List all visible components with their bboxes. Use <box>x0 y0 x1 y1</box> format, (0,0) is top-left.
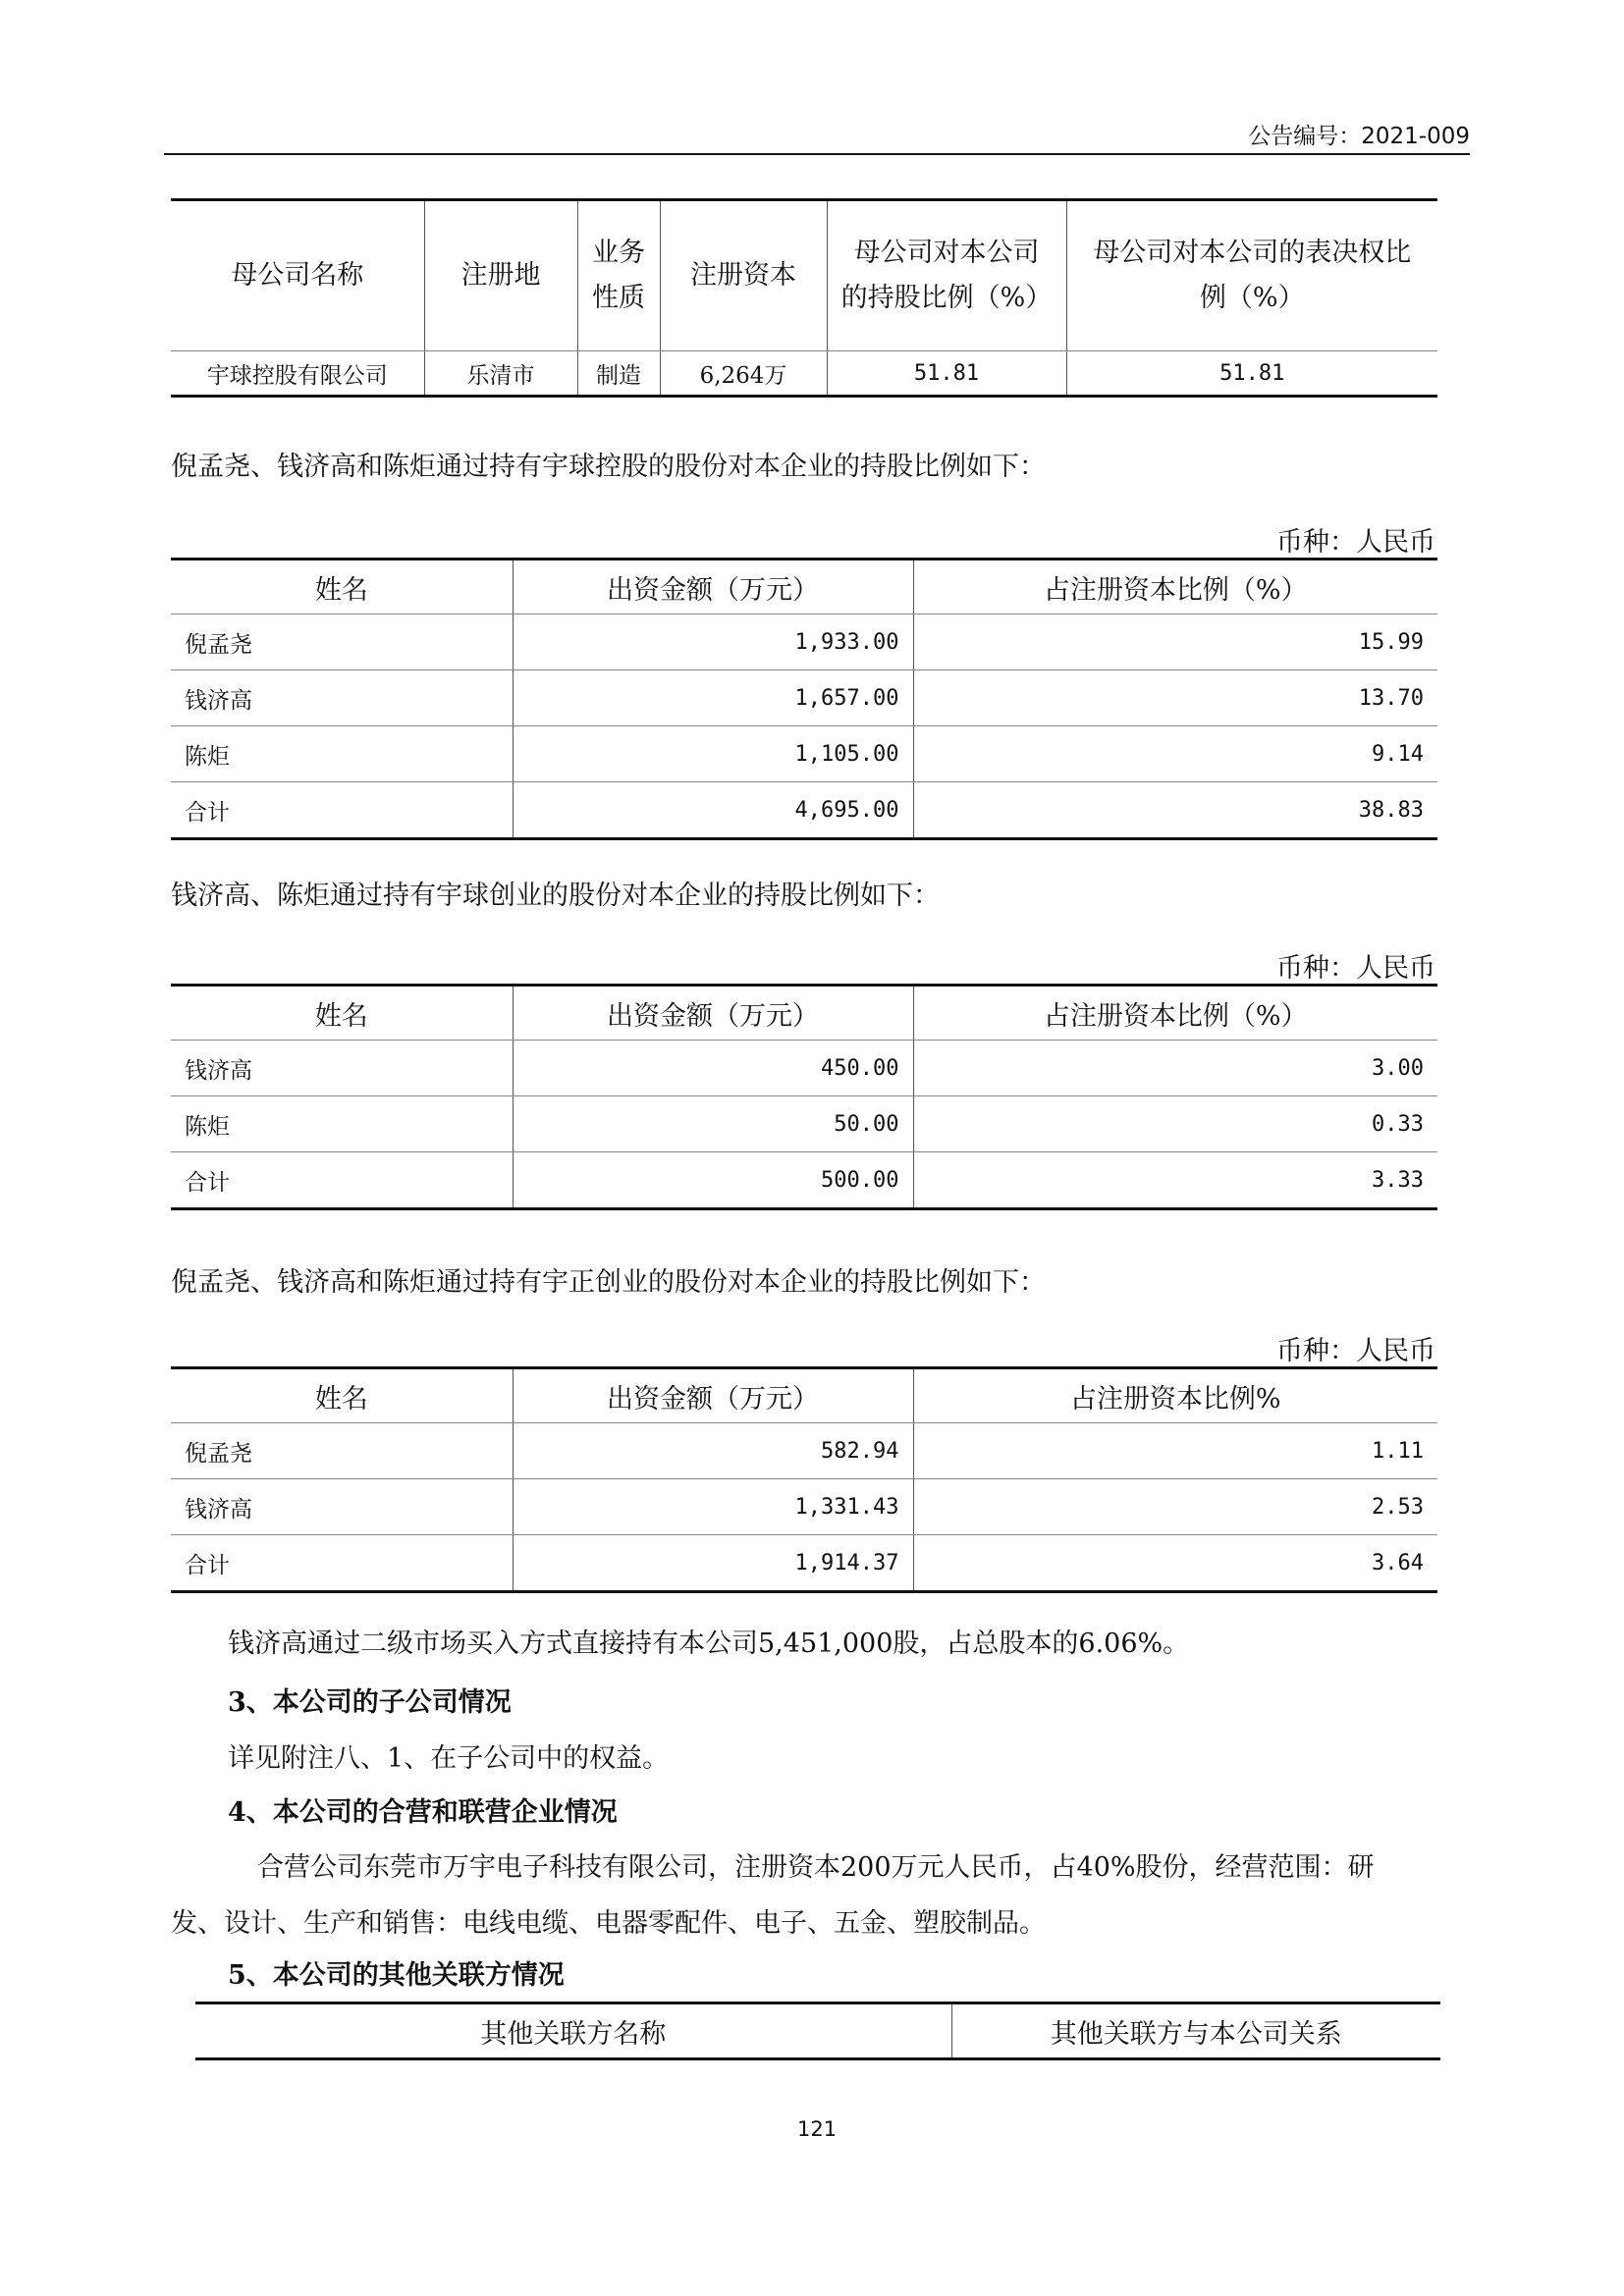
table-row <box>171 726 1437 782</box>
holding-table-yuzheng-venture <box>171 1366 1437 1593</box>
page-number: 121 <box>797 2117 838 2141</box>
header-cell: 占注册资本比例（%） <box>913 560 1437 614</box>
header-cell: 占注册资本比例% <box>913 1368 1437 1423</box>
table-cell: 582.94 <box>513 1423 913 1479</box>
table-row <box>171 1479 1437 1535</box>
table-cell: 钱济高 <box>171 1041 513 1096</box>
table-cell: 13.70 <box>913 670 1437 726</box>
header-cell: 注册资本 <box>660 200 827 351</box>
table-cell: 合计 <box>171 1152 513 1209</box>
subsidiaries-heading: 3、本公司的子公司情况 <box>228 1687 512 1718</box>
table-cell: 宇球控股有限公司 <box>171 351 424 397</box>
announcement-number: 公告编号：2021-009 <box>1248 124 1470 149</box>
header-cell: 母公司对本公司的持股比例（%） <box>827 200 1066 351</box>
holding-table-yuqiu-venture <box>171 984 1437 1210</box>
table-cell: 2.53 <box>913 1479 1437 1535</box>
header-cell: 母公司对本公司的表决权比例（%） <box>1066 200 1437 351</box>
table-cell: 6,264万 <box>660 351 827 397</box>
table-cell: 钱济高 <box>171 670 513 726</box>
table-cell: 倪孟尧 <box>171 614 513 670</box>
header-cell: 姓名 <box>171 560 513 614</box>
jv-heading: 4、本公司的合营和联营企业情况 <box>228 1797 618 1828</box>
header-cell: 其他关联方与本公司关系 <box>1050 2018 1342 2050</box>
table-row <box>171 1535 1437 1592</box>
table-header-row <box>171 200 1437 351</box>
table-row <box>171 1423 1437 1479</box>
table-cell: 3.33 <box>1372 1167 1424 1193</box>
table-cell: 38.83 <box>1358 797 1424 823</box>
section1-intro: 倪孟尧、钱济高和陈炬通过持有宇球控股的股份对本企业的持股比例如下： <box>171 452 1046 482</box>
header-cell: 业务性质 <box>577 200 660 351</box>
table-cell: 51.81 <box>827 351 1066 397</box>
table-header-row <box>171 560 1437 614</box>
table-header-row <box>195 2003 1440 2059</box>
table-cell: 1,657.00 <box>513 670 913 726</box>
header-cell: 母公司名称 <box>171 200 424 351</box>
header-cell: 姓名 <box>171 1368 513 1423</box>
header-cell: 出资金额（万元） <box>513 986 913 1041</box>
table-cell: 3.64 <box>1372 1550 1424 1575</box>
table-cell: 制造 <box>577 351 660 397</box>
parent-company-table <box>171 198 1437 398</box>
table-row <box>171 1096 1437 1152</box>
table-cell: 1,105.00 <box>513 726 913 782</box>
direct-holding-text: 钱济高通过二级市场买入方式直接持有本公司5,451,000股，占总股本的6.06%。 <box>228 1629 1190 1659</box>
table-row <box>171 1152 1437 1209</box>
table-cell: 乐清市 <box>424 351 577 397</box>
header-cell: 其他关联方名称 <box>195 2003 951 2059</box>
table-header-row <box>171 1368 1437 1423</box>
table-cell: 450.00 <box>513 1041 913 1096</box>
table-cell: 合计 <box>171 1535 513 1592</box>
header-cell: 占注册资本比例（%） <box>913 986 1437 1041</box>
header-rule <box>164 153 1470 155</box>
table-cell: 1,933.00 <box>513 614 913 670</box>
table-row <box>171 782 1437 839</box>
table-cell: 倪孟尧 <box>171 1423 513 1479</box>
others-heading: 5、本公司的其他关联方情况 <box>228 1960 565 1991</box>
table-cell: 15.99 <box>913 614 1437 670</box>
holding-table-yuqiu-holdings <box>171 558 1437 840</box>
table-header-row <box>171 986 1437 1041</box>
section2-intro: 钱济高、陈炬通过持有宇球创业的股份对本企业的持股比例如下： <box>171 881 940 911</box>
table-cell: 0.33 <box>913 1096 1437 1152</box>
header-cell: 姓名 <box>171 986 513 1041</box>
table-cell: 1,914.37 <box>513 1535 913 1592</box>
currency-label: 币种：人民币 <box>1276 1336 1435 1366</box>
table-row <box>171 670 1437 726</box>
table-cell: 1,331.43 <box>513 1479 913 1535</box>
jv-text-line1: 合营公司东莞市万宇电子科技有限公司，注册资本200万元人民币，占40%股份，经营范围：研 <box>257 1852 1375 1883</box>
table-cell: 9.14 <box>913 726 1437 782</box>
table-cell: 50.00 <box>513 1096 913 1152</box>
currency-label: 币种：人民币 <box>1276 953 1435 984</box>
section3-intro: 倪孟尧、钱济高和陈炬通过持有宇正创业的股份对本企业的持股比例如下： <box>171 1267 1046 1298</box>
table-cell: 500.00 <box>513 1152 913 1209</box>
table-cell: 钱济高 <box>171 1479 513 1535</box>
jv-text-line2: 发、设计、生产和销售：电线电缆、电器零配件、电子、五金、塑胶制品。 <box>171 1908 1046 1939</box>
table-cell: 合计 <box>171 782 513 839</box>
table-row <box>171 351 1437 397</box>
header-cell: 注册地 <box>424 200 577 351</box>
table-cell: 陈炬 <box>171 726 513 782</box>
header-cell: 出资金额（万元） <box>513 1368 913 1423</box>
table-cell: 陈炬 <box>171 1096 513 1152</box>
table-row <box>171 1041 1437 1096</box>
table-row <box>171 614 1437 670</box>
subsidiaries-text: 详见附注八、1、在子公司中的权益。 <box>228 1743 670 1774</box>
table-cell: 51.81 <box>1219 360 1285 386</box>
table-cell: 1.11 <box>913 1423 1437 1479</box>
table-cell: 4,695.00 <box>513 782 913 839</box>
other-related-parties-table <box>195 2002 1440 2060</box>
header-cell: 出资金额（万元） <box>513 560 913 614</box>
table-cell: 3.00 <box>913 1041 1437 1096</box>
currency-label: 币种：人民币 <box>1276 527 1435 558</box>
